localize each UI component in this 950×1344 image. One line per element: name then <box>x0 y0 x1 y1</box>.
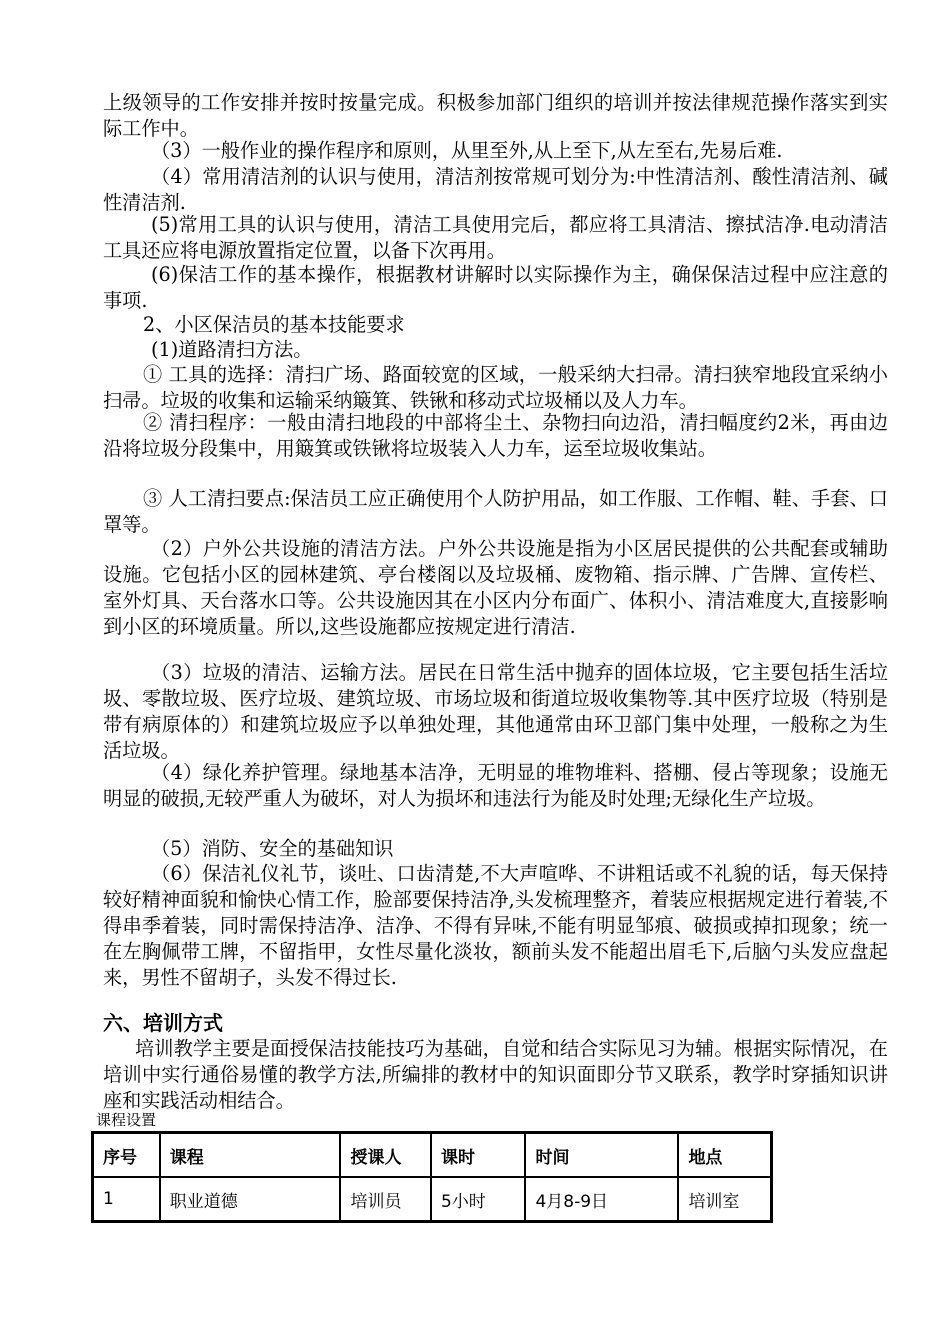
cell-instructor: 培训员 <box>340 1177 431 1221</box>
paragraph-tool-selection: ① 工具的选择：清扫广场、路面较宽的区域，一般采纳大扫帚。清扫狭窄地段宜采纳小扫帚。垃圾的收集和运输采纳簸箕、铁锹和移动式垃圾桶以及人力车。 <box>103 363 888 412</box>
paragraph-cleaning-procedure: ② 清扫程序：一般由清扫地段的中部将尘土、杂物扫向边沿，清扫幅度约2米，再由边沿将垃圾分段集中，用簸箕或铁锹将垃圾装入人力车，运至垃圾收集站。 <box>103 411 888 460</box>
paragraph-public-facilities: （2）户外公共设施的清洁方法。户外公共设施是指为小区居民提供的公共配套或辅助设施。它包括小区的园林建筑、亭台楼阁以及垃圾桶、废物箱、指示牌、广告牌、宣传栏、室外灯具、天台落水口等。公共设施因其在小区内分布面广、体积小、清洁难度大,直接影响到小区的环境质量。所以,这些设施都应按规定进行清洁. <box>103 537 888 638</box>
paragraph-continuation: 上级领导的工作安排并按时按量完成。积极参加部门组织的培训并按法律规范操作落实到实际工作中。 <box>103 91 888 140</box>
paragraph-fire-safety: （5）消防、安全的基础知识 <box>151 837 394 860</box>
cell-index: 1 <box>93 1177 160 1221</box>
paragraph-etiquette: （6）保洁礼仪礼节，谈吐、口齿清楚,不大声喧哗、不讲粗话或不礼貌的话，每天保持较好精神面貌和愉快心情工作，脸部要保持洁净,头发梳理整齐，着装应根据规定进行着装,不得串季着装，同时需保持洁净、洁净、不得有异味,不能有明显邹痕、破损或掉扣现象；统一在左胸佩带工牌，不留指甲，女性尽量化淡妆，额前头发不能超出眉毛下,后脑勺头发应盘起来，男性不留胡子，头发不得过长. <box>103 862 888 989</box>
header-index: 序号 <box>93 1133 160 1177</box>
paragraph-manual-cleaning: ③ 人工清扫要点:保洁员工应正确使用个人防护用品，如工作服、工作帽、鞋、手套、口罩等。 <box>103 487 888 536</box>
paragraph-item-6: (6)保洁工作的基本操作，根据教材讲解时以实际操作为主，确保保洁过程中应注意的事项. <box>103 263 888 312</box>
subsection-title-2: 2、小区保洁员的基本技能要求 <box>143 313 405 336</box>
paragraph-item-5: (5)常用工具的认识与使用，清洁工具使用完后，都应将工具清洁、擦拭洁净.电动清洁工具还应将电源放置指定位置，以备下次再用。 <box>103 213 888 262</box>
course-table <box>91 1131 773 1223</box>
paragraph-road-cleaning: (1)道路清扫方法。 <box>151 338 313 361</box>
table-caption: 课程设置 <box>96 1111 157 1129</box>
header-time: 时间 <box>525 1133 678 1177</box>
paragraph-garbage: （3）垃圾的清洁、运输方法。居民在日常生活中抛弃的固体垃圾，它主要包括生活垃圾、零散垃圾、医疗垃圾、建筑垃圾、市场垃圾和街道垃圾收集物等.其中医疗垃圾（特别是带有病原体的）和建筑垃圾应予以单独处理，其他通常由环卫部门集中处理，一般称之为生活垃圾。 <box>103 661 888 762</box>
header-instructor: 授课人 <box>340 1133 431 1177</box>
cell-hours: 5小时 <box>431 1177 525 1221</box>
table-header-row <box>93 1133 771 1177</box>
cell-location: 培训室 <box>678 1177 771 1221</box>
cell-course: 职业道德 <box>160 1177 341 1221</box>
paragraph-item-3: （3）一般作业的操作程序和原则，从里至外,从上至下,从左至右,先易后难. <box>151 139 783 162</box>
header-location: 地点 <box>678 1133 771 1177</box>
header-course: 课程 <box>160 1133 341 1177</box>
table-row <box>93 1177 771 1221</box>
paragraph-greening: （4）绿化养护管理。绿地基本洁净，无明显的堆物堆料、搭棚、侵占等现象；设施无明显的破损,无较严重人为破坏，对人为损坏和违法行为能及时处理;无绿化生产垃圾。 <box>103 761 888 810</box>
section-heading-training-method: 六、培训方式 <box>103 1011 223 1035</box>
cell-time: 4月8-9日 <box>525 1177 678 1221</box>
paragraph-item-4: （4）常用清洁剂的认识与使用，清洁剂按常规可划分为:中性清洁剂、酸性清洁剂、碱性清洁剂. <box>103 165 888 214</box>
paragraph-training-method: 培训教学主要是面授保洁技能技巧为基础，自觉和结合实际见习为辅。根据实际情况，在培训中实行通俗易懂的教学方法,所编排的教材中的知识面即分节又联系，教学时穿插知识讲座和实践活动相结合。 <box>103 1037 888 1112</box>
header-hours: 课时 <box>431 1133 525 1177</box>
